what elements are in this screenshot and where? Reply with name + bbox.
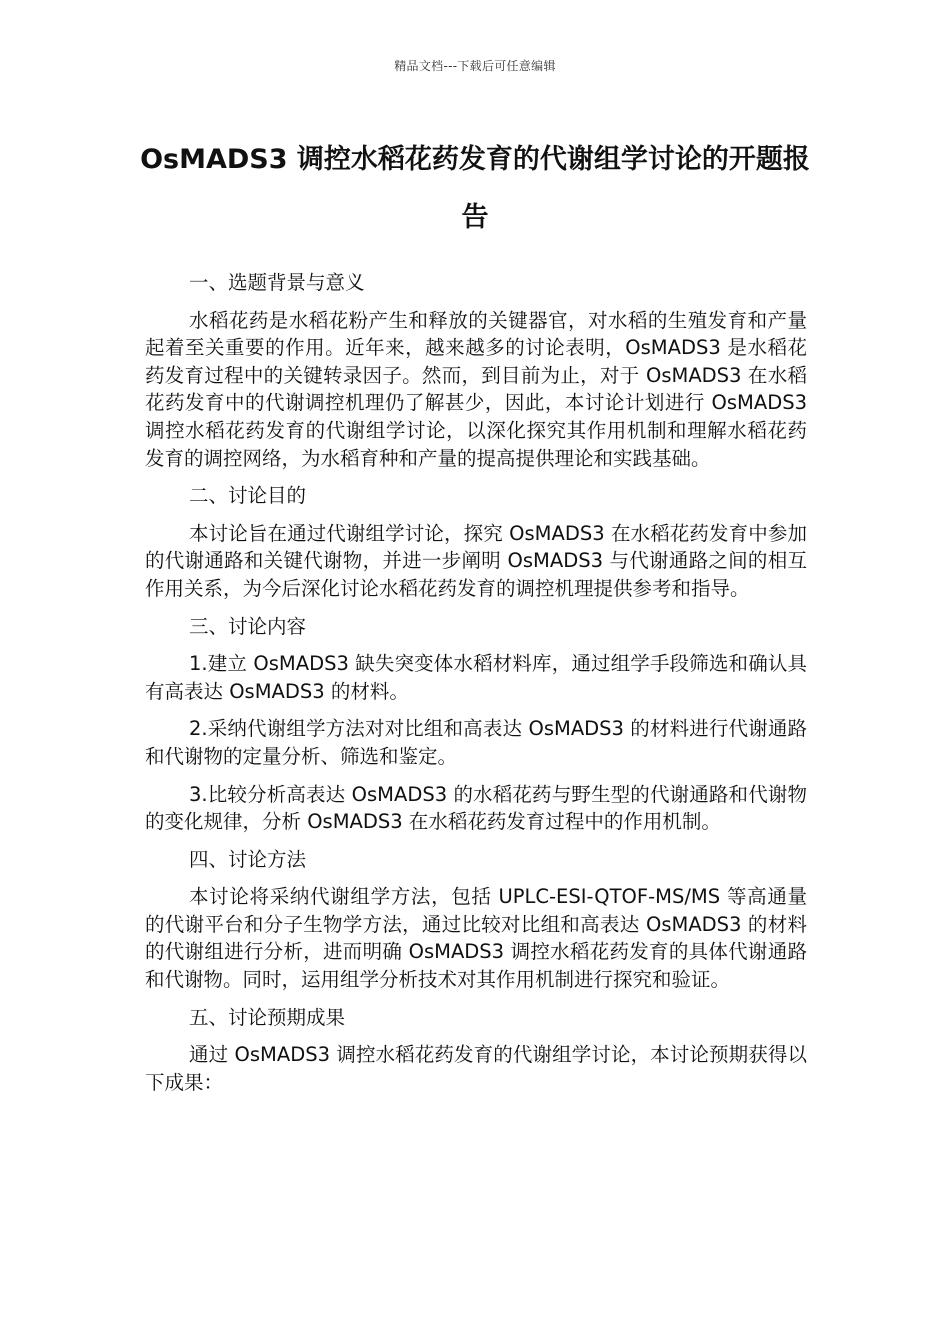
section-methods <box>145 846 807 994</box>
section-content <box>145 613 807 836</box>
section-heading: 一、选题背景与意义 <box>189 271 365 294</box>
body-paragraph: 本讨论将采纳代谢组学方法，包括 UPLC-ESI-QTOF-MS/MS 等高通量的代谢平台和分子生物学方法，通过比较对比组和高表达 OsMADS3 的材料的代谢组进行分析，进而明确 OsMADS3 调控水稻花药发育的具体代谢通路和代谢物。同时，运用组学分析技术对其作用机制进行探究和验证。 <box>145 885 807 992</box>
document-body <box>145 269 807 1106</box>
body-paragraph: 水稻花药是水稻花粉产生和释放的关键器官，对水稻的生殖发育和产量起着至关重要的作用。近年来，越来越多的讨论表明，OsMADS3 是水稻花药发育过程中的关键转录因子。然而，到目前为止，对于 OsMADS3 在水稻花药发育中的代谢调控机理仍了解甚少，因此，本讨论计划进行 OsMADS3 调控水稻花药发育的代谢组学讨论，以深化探究其作用机制和理解水稻花药发育的调控网络，为水稻育种和产量的提高提供理论和实践基础。 <box>145 308 807 470</box>
body-paragraph: 3.比较分析高表达 OsMADS3 的水稻花药与野生型的代谢通路和代谢物的变化规律，分析 OsMADS3 在水稻花药发育过程中的作用机制。 <box>145 782 807 834</box>
section-heading: 五、讨论预期成果 <box>189 1005 346 1029</box>
body-paragraph: 通过 OsMADS3 调控水稻花药发育的代谢组学讨论，本讨论预期获得以下成果： <box>145 1043 807 1094</box>
section-heading: 四、讨论方法 <box>189 847 307 871</box>
section-purpose <box>145 482 807 602</box>
header-note: 精品文档---下载后可任意编辑 <box>394 59 556 73</box>
body-paragraph: 1.建立 OsMADS3 缺失突变体水稻材料库，通过组学手段筛选和确认具有高表达 OsMADS3 的材料。 <box>145 652 807 703</box>
body-paragraph: 2.采纳代谢组学方法对对比组和高表达 OsMADS3 的材料进行代谢通路和代谢物的定量分析、筛选和鉴定。 <box>145 717 807 768</box>
section-expected-results <box>145 1004 807 1097</box>
section-heading: 三、讨论内容 <box>189 614 307 638</box>
document-title: OsMADS3 调控水稻花药发育的代谢组学讨论的开题报告 <box>140 144 810 233</box>
section-background <box>145 269 807 472</box>
section-heading: 二、讨论目的 <box>189 484 307 508</box>
body-paragraph: 本讨论旨在通过代谢组学讨论，探究 OsMADS3 在水稻花药发育中参加的代谢通路和关键代谢物，并进一步阐明 OsMADS3 与代谢通路之间的相互作用关系，为今后深化讨论水稻花药发育的调控机理提供参考和指导。 <box>145 521 807 600</box>
